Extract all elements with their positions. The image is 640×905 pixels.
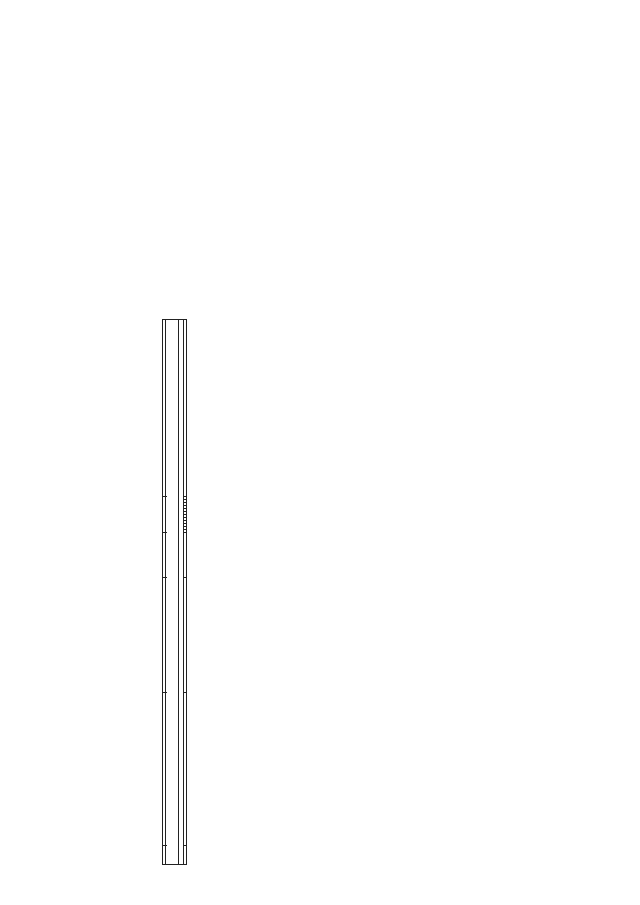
value-2027: [184, 506, 187, 509]
row-no: [184, 846, 187, 865]
value-2022: [184, 521, 187, 524]
value-2024: [184, 515, 187, 518]
value-2019: [184, 530, 187, 533]
value-2021: [184, 524, 187, 527]
row-period: [184, 533, 187, 578]
value-2030: [184, 497, 187, 500]
spacer-cell: [166, 320, 179, 865]
value-2029: [184, 500, 187, 503]
row-benefit-name: [184, 693, 187, 846]
table-row: [184, 320, 187, 865]
value-2028: [184, 503, 187, 506]
value-2023: [184, 518, 187, 521]
value-2026: [184, 509, 187, 512]
row-target-indicator: [184, 320, 187, 497]
row-legal-act: [184, 578, 187, 693]
regulation-table: [162, 319, 187, 865]
spacer-row: [166, 320, 179, 865]
value-2025: [184, 512, 187, 515]
value-2020: [184, 527, 187, 530]
